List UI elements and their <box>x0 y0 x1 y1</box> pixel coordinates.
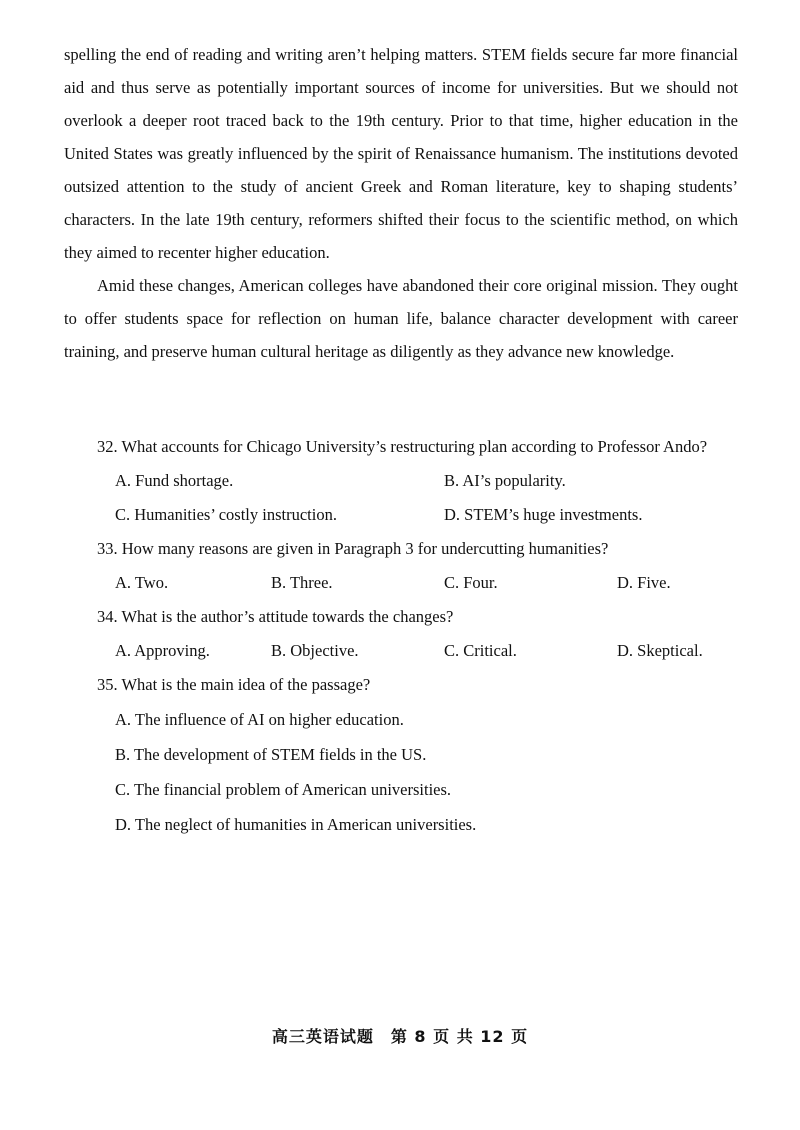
passage-paragraph: Amid these changes, American colleges have abandoned their core original mission. They ought to offer students space for reflection on human life, balance character development with career training, and preserve human cultural heritage as diligently as they advance new knowledge. <box>64 276 738 361</box>
option-c[interactable]: C. The financial problem of American universities. <box>115 780 452 799</box>
option-d[interactable]: D. The neglect of humanities in American universities. <box>115 815 477 834</box>
option-c[interactable]: C. Humanities’ costly instruction. <box>115 505 337 524</box>
question-stem: 32. What accounts for Chicago University’s restructuring plan according to Professor Ando? <box>97 437 708 456</box>
reading-passage <box>64 38 738 368</box>
question-stem: 33. How many reasons are given in Paragraph 3 for undercutting humanities? <box>97 539 609 558</box>
page-footer: 高三英语试题 第 8 页 共 12 页 <box>271 1027 529 1046</box>
question-32 <box>64 430 738 532</box>
option-d[interactable]: D. Five. <box>617 573 671 592</box>
question-stem: 35. What is the main idea of the passage? <box>97 675 371 694</box>
option-row <box>64 566 738 600</box>
option-b[interactable]: B. Objective. <box>271 641 359 660</box>
option-row <box>64 498 738 532</box>
question-33 <box>64 532 738 600</box>
option-d[interactable]: D. STEM’s huge investments. <box>444 505 643 524</box>
question-stem: 34. What is the author’s attitude towards the changes? <box>97 607 454 626</box>
option-b[interactable]: B. The development of STEM fields in the US. <box>115 745 427 764</box>
option-c[interactable]: C. Critical. <box>444 641 517 660</box>
option-b[interactable]: B. Three. <box>271 573 333 592</box>
question-34 <box>64 600 738 668</box>
question-35 <box>64 668 738 842</box>
option-row <box>64 464 738 498</box>
option-a[interactable]: A. Approving. <box>115 641 210 660</box>
option-a[interactable]: A. Fund shortage. <box>115 471 234 490</box>
question-list <box>64 430 738 842</box>
passage-paragraph: spelling the end of reading and writing aren’t helping matters. STEM fields secure far more financial aid and thus serve as potentially important sources of income for universities. But we should not overlook a deeper root traced back to the 19th century. Prior to that time, higher education in the United States was greatly influenced by the spirit of Renaissance humanism. The institutions devoted outsized attention to the study of ancient Greek and Roman literature, key to shaping students’ characters. In the late 19th century, reformers shifted their focus to the scientific method, on which they aimed to recenter higher education. <box>64 45 738 262</box>
option-d[interactable]: D. Skeptical. <box>617 641 703 660</box>
option-b[interactable]: B. AI’s popularity. <box>444 471 566 490</box>
option-c[interactable]: C. Four. <box>444 573 498 592</box>
option-row <box>64 634 738 668</box>
option-a[interactable]: A. The influence of AI on higher education. <box>115 710 404 729</box>
option-a[interactable]: A. Two. <box>115 573 169 592</box>
